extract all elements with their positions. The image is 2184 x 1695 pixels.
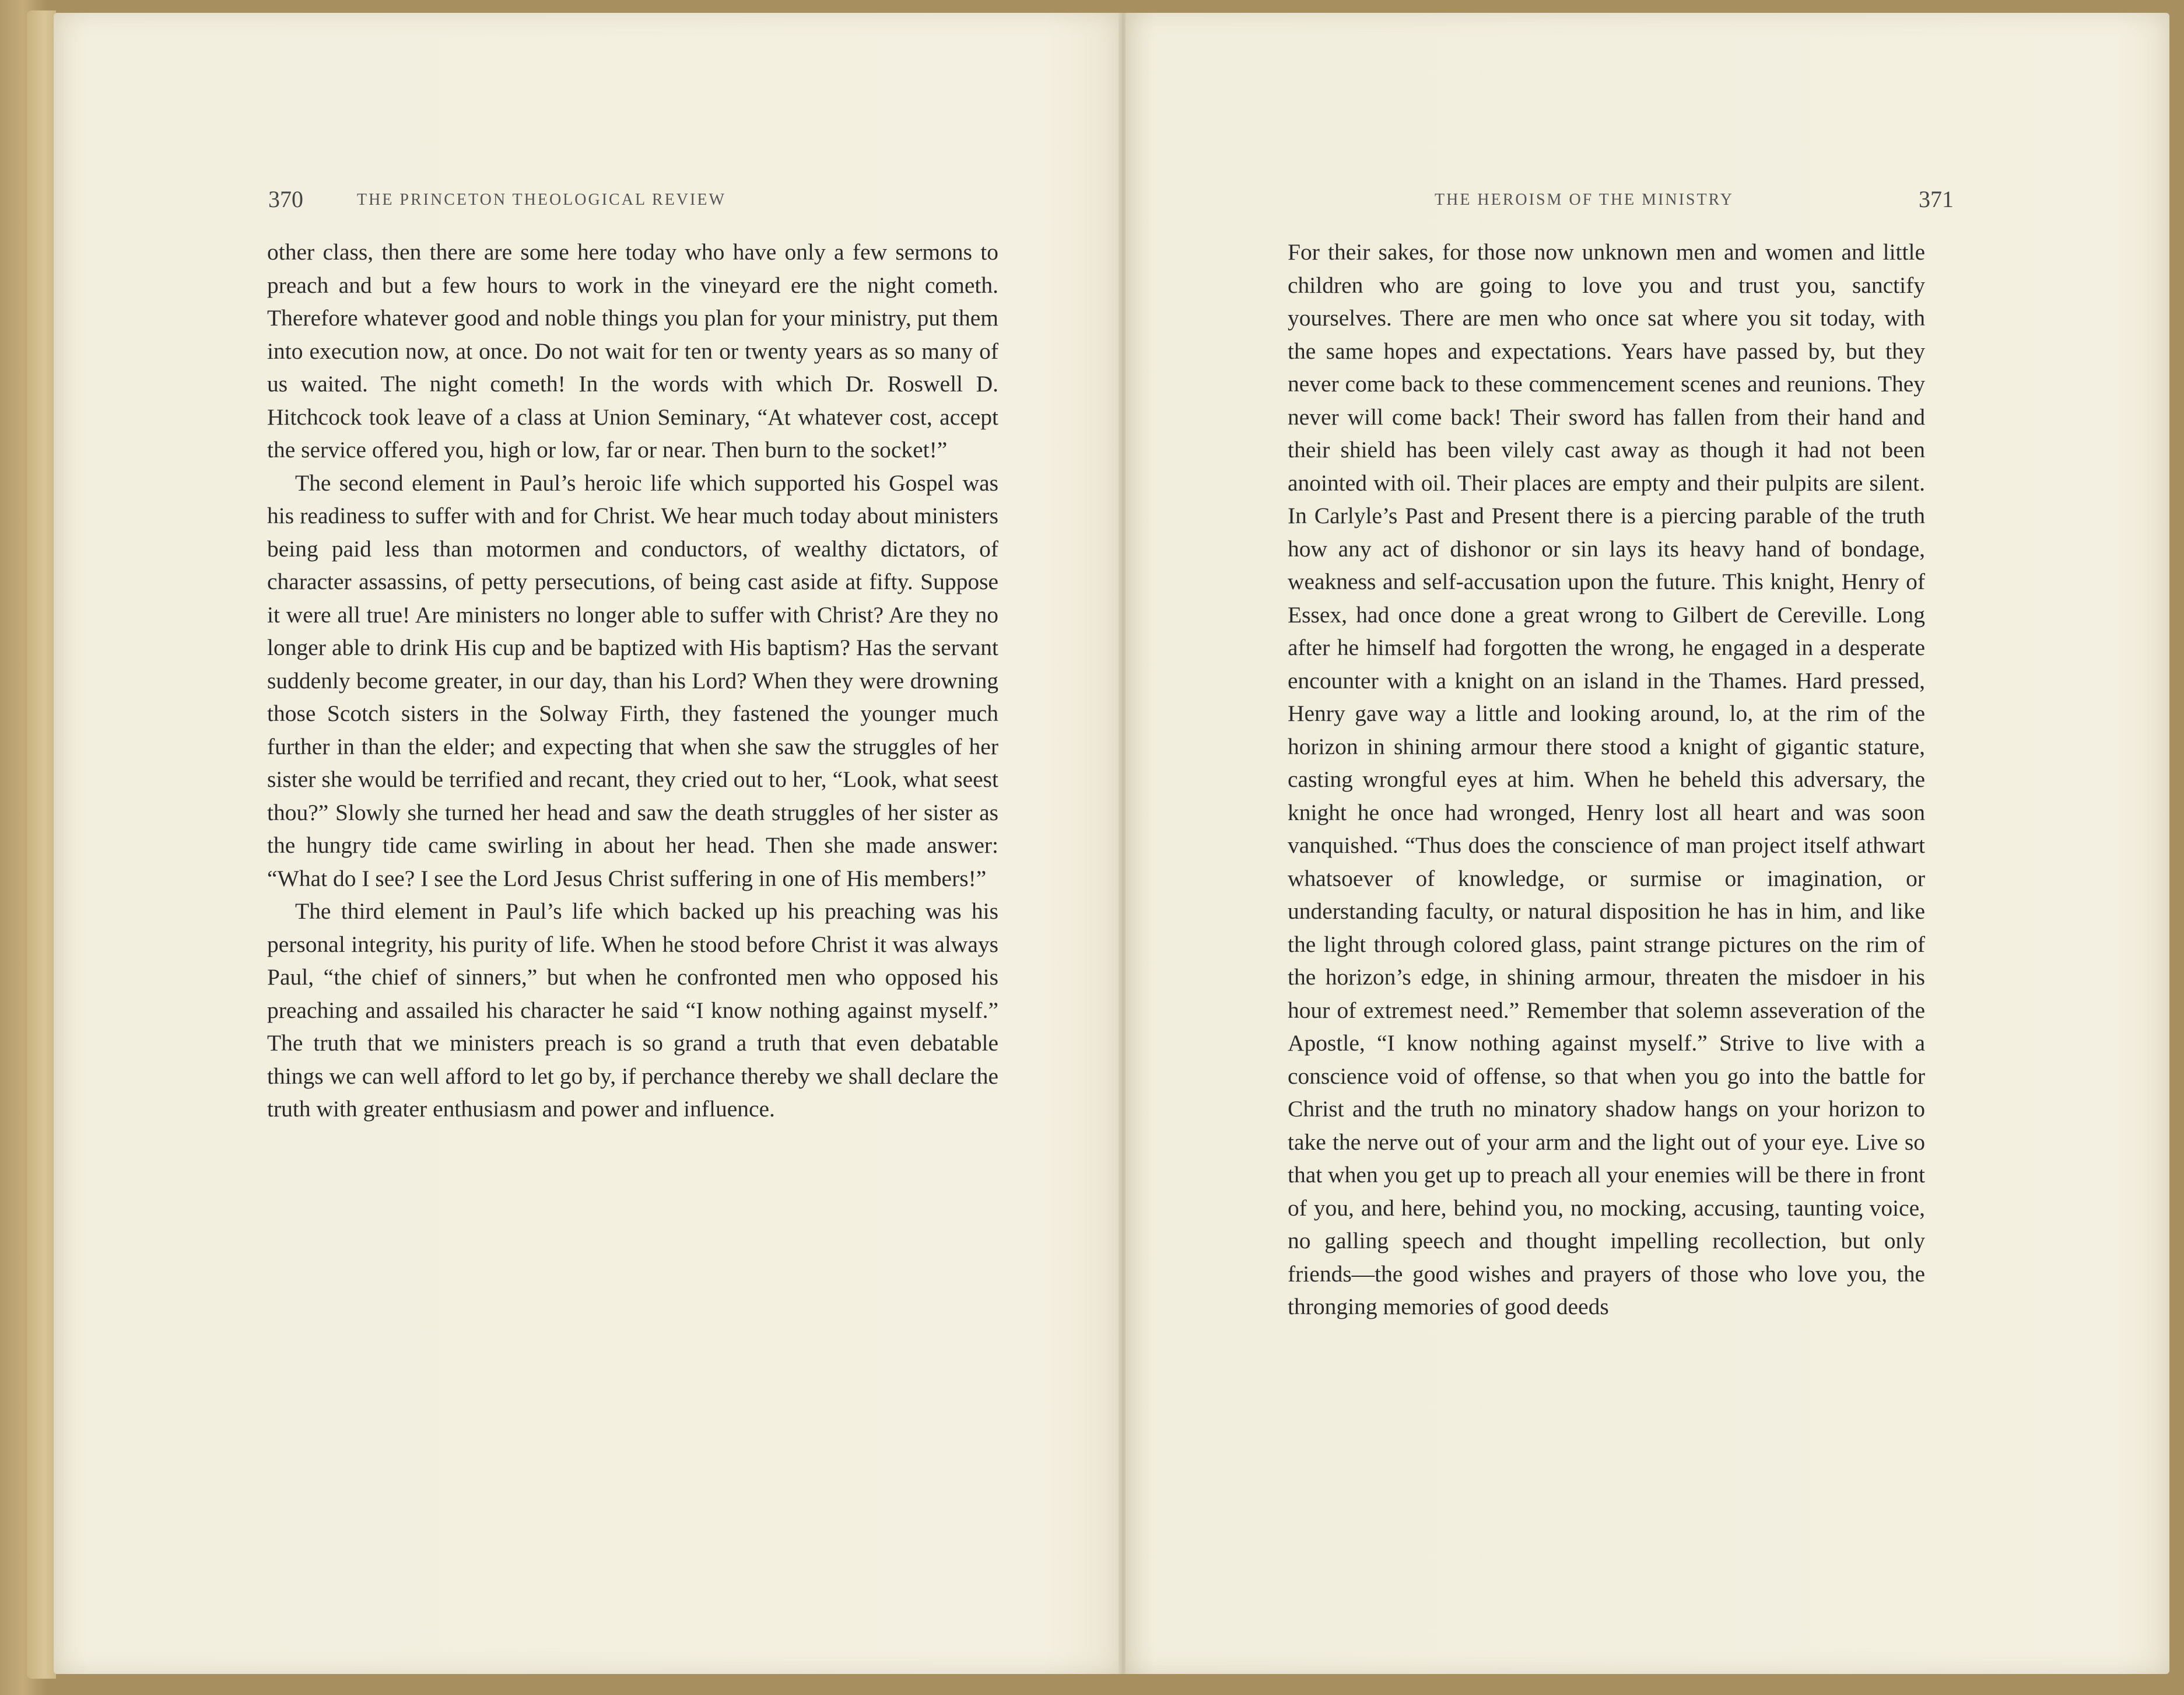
right-page [1126, 13, 2169, 1674]
paragraph: other class, then there are some here today who have only a few sermons to preach and but a few hours to work in the vineyard ere the night cometh. Therefore whatever good and noble things you plan for your ministry, put them into execution now, at once. Do not wait for ten or twenty years as so many of us waited. The night cometh! In the words with which Dr. Roswell D. Hitchcock took leave of a class at Union Seminary, “At whatever cost, accept the service offered you, high or low, far or near. Then burn to the socket!” [267, 239, 998, 463]
left-running-head: THE PRINCETON THEOLOGICAL REVIEW [357, 191, 726, 209]
right-page-body [1288, 236, 1925, 1323]
page-edges [27, 10, 56, 1679]
paragraph: For their sakes, for those now unknown men and women and little children who are going to love you and trust you, sanctify yourselves. There are men who once sat where you sit today, with the same hopes and expectations. Years have passed by, but they never come back to these commencement scenes and reunions. They never will come back! Their sword has fallen from their hand and their shield has been vilely cast away as though it had not been anointed with oil. Their places are empty and their pulpits are silent. In Carlyle’s Past and Present there is a piercing parable of the truth how any act of dishonor or sin lays its heavy hand of bondage, weakness and self-accusation upon the future. This knight, Henry of Essex, had once done a great wrong to Gilbert de Cereville. Long after he himself had forgotten the wrong, he engaged in a desperate encounter with a knight on an island in the Thames. Hard pressed, Henry gave way a little and looking around, lo, at the rim of the horizon in shining armour there stood a knight of gigantic stature, casting wrongful eyes at him. When he beheld this adversary, the knight he once had wronged, Henry lost all heart and was soon vanquished. “Thus does the conscience of man project itself athwart whatsoever of knowledge, or surmise or imagination, or understanding faculty, or natural disposition he has in him, and like the light through colored glass, paint strange pictures on the rim of the horizon’s edge, in shining armour, threaten the misdoer in his hour of extremest need.” Remember that solemn asseveration of the Apostle, “I know nothing against myself.” Strive to live with a conscience void of offense, so that when you go into the battle for Christ and the truth no minatory shadow hangs on your horizon to take the nerve out of your arm and the light out of your eye. Live so that when you get up to preach all your enemies will be there in front of you, and here, behind you, no mocking, accusing, taunting voice, no galling speech and thought impelling recollection, but only friends—the good wishes and prayers of those who love you, the thronging memories of good deeds [1288, 239, 1925, 1319]
left-page [54, 13, 1121, 1674]
paragraph: The third element in Paul’s life which backed up his preaching was his personal integrity, his purity of life. When he stood before Christ it was always Paul, “the chief of sinners,” but when he confronted men who opposed his preaching and assailed his character he said “I know nothing against myself.” The truth that we ministers preach is so grand a truth that even debatable things we can well afford to let go by, if perchance thereby we shall declare the truth with greater enthusiasm and power and influence. [267, 898, 998, 1122]
paragraph: The second element in Paul’s heroic life which supported his Gospel was his readiness to suffer with and for Christ. We hear much today about ministers being paid less than motormen and conductors, of wealthy dictators, of character assassins, of petty persecutions, of being cast aside at fifty. Suppose it were all true! Are ministers no longer able to suffer with Christ? Are they no longer able to drink His cup and be baptized with His baptism? Has the servant suddenly become greater, in our day, than his Lord? When they were drowning those Scotch sisters in the Solway Firth, they fastened the younger much further in than the elder; and expecting that when she saw the struggles of her sister she would be terrified and recant, they cried out to her, “Look, what seest thou?” Slowly she turned her head and saw the death struggles of her sister as the hungry tide came swirling in about her head. Then she made answer: “What do I see? I see the Lord Jesus Christ suffering in one of His members!” [267, 470, 998, 891]
right-page-number: 371 [1919, 186, 1954, 212]
right-running-head: THE HEROISM OF THE MINISTRY [1435, 191, 1734, 209]
left-page-number: 370 [268, 186, 303, 212]
left-page-body [267, 236, 998, 1126]
